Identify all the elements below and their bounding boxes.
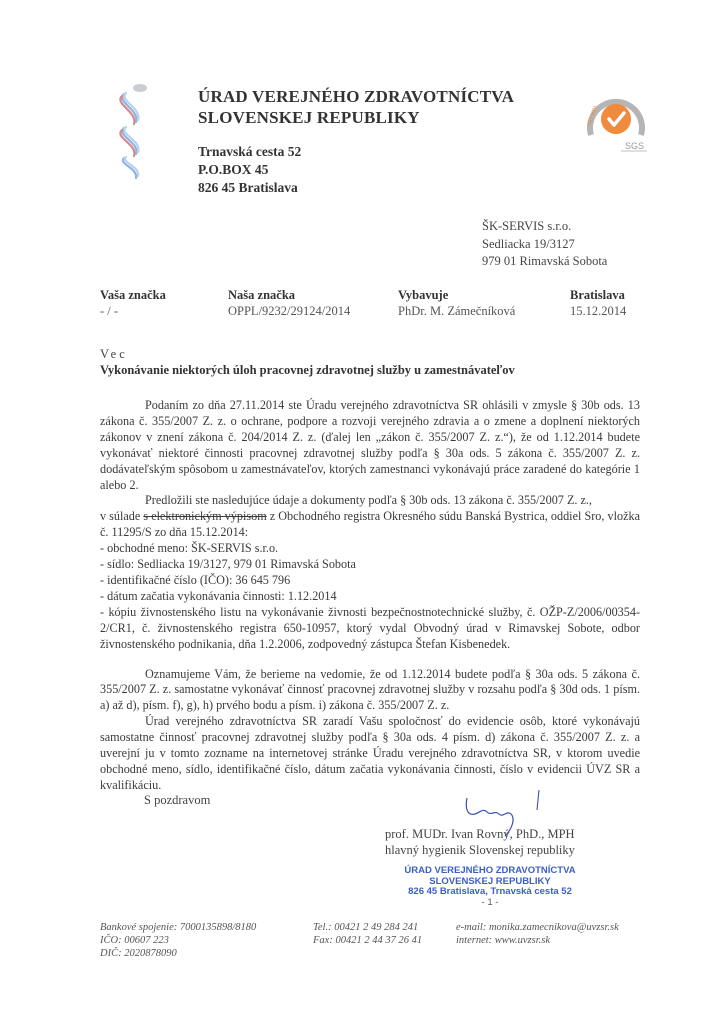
paragraph-registration: Úrad verejného zdravotníctva SR zaradí Vašu spoločnosť do evidencie osôb, ktoré vykonávajú samostatne činnosť pracovnej zdravotnej služby podľa § 30a ods. 4 písm. d) zákona č. 355/2007 Z. z. a uverejní ju v tomto zozname na internetovej stránke Úradu verejného zdravotníctva SR, v ktorom uvedie obchodné meno, sídlo, identifikačné číslo, dátum začatia vykonávania činnosti, číslo v evidencii ÚVZ SR a kvalifikáciu. (100, 714, 640, 792)
subject (100, 346, 640, 378)
list-item: - dátum začatia vykonávania činnosti: 1.12.2014 (100, 588, 337, 603)
footer-bank: Bankové spojenie: 7000135898/8180 (100, 922, 257, 933)
footer-fax: Fax: 00421 2 44 37 26 41 (313, 935, 423, 946)
page-number: - 1 - (481, 896, 499, 908)
footer-ico: IČO: 00607 223 (100, 935, 169, 946)
paragraph-documents-register: v súlade s elektronickým výpisom z Obchodného registra Okresného súdu Banská Bystrica, oddiel Sro, vložka č. 11295/S zo dňa 15.12.2014: (100, 509, 640, 540)
ref-your-mark: Vaša značka - / - (100, 288, 166, 318)
ref-our-mark: Naša značka OPPL/9232/29124/2014 (228, 288, 351, 318)
official-stamp (390, 866, 590, 908)
footer-website[interactable]: internet: www.uvzsr.sk (456, 935, 551, 946)
svg-text:SGS: SGS (625, 141, 645, 151)
footer-dic: DIČ: 2020878090 (100, 948, 177, 959)
greeting: S pozdravom (144, 793, 211, 807)
ref-place-date: Bratislava 15.12.2014 (570, 288, 627, 318)
institution-line-2: SLOVENSKEJ REPUBLIKY (198, 108, 420, 127)
subject-title: Vykonávanie niektorých úloh pracovnej zdravotnej služby u zamestnávateľov (100, 363, 515, 377)
institution-name (198, 86, 514, 128)
list-item: - kópiu živnostenského listu na vykonávanie živnosti bezpečnostnotechnické služby, č. OŽP-Z/2006/00354-2/CR1, č. živnostenského registra 650-10957, ktorý vydal Obvodný úrad v Rimavskej Sobote, odbor živnostenského podnikania, dňa 1.2.2006, zodpovedný zástupca Štefan Kisbenedek. (100, 604, 640, 651)
recipient-name: ŠK-SERVIS s.r.o. (482, 219, 572, 233)
footer-email[interactable]: e-mail: monika.zamecnikova@uvzsr.sk (456, 922, 619, 933)
paragraph-acknowledgement: Oznamujeme Vám, že berieme na vedomie, že od 1.12.2014 budete podľa § 30a ods. 5 zákona č. 355/2007 Z. z. samostatne vykonávať činnosť pracovnej zdravotnej služby v rozsahu podľa § 30d ods. 1 písm. a) až d), písm. f), g), h) prvého bodu a písm. i) zákona č. 355/2007 Z. z. (100, 666, 640, 713)
ref-handled-by: Vybavuje PhDr. M. Zámečníková (398, 288, 516, 318)
caduceus-waves-icon (110, 80, 160, 180)
struck-text: s elektronickým výpisom (143, 509, 267, 524)
address-city: 826 45 Bratislava (198, 180, 298, 195)
stamp-line-1: ÚRAD VEREJNÉHO ZDRAVOTNÍCTVA (404, 865, 576, 876)
signer-block (385, 826, 575, 858)
stamp-line-2: SLOVENSKEJ REPUBLIKY (429, 875, 551, 887)
list-item: - sídlo: Sedliacka 19/3127, 979 01 Rimavská Sobota (100, 557, 356, 572)
signer-title: hlavný hygienik Slovenskej republiky (385, 843, 575, 857)
footer-contact-info (456, 921, 619, 947)
stamp-line-3: 826 45 Bratislava, Trnavská cesta 52 (408, 886, 572, 897)
letter-body (100, 398, 640, 794)
recipient-street: Sedliacka 19/3127 (482, 236, 575, 251)
recipient-city: 979 01 Rimavská Sobota (482, 254, 608, 268)
subject-label: Vec (100, 347, 128, 361)
recipient-address (482, 218, 607, 271)
sgs-iso-9001-checkmark-icon (583, 83, 649, 153)
address-street: Trnavská cesta 52 (198, 144, 302, 159)
list-item: - identifikačné číslo (IČO): 36 645 796 (100, 572, 291, 587)
list-item: - obchodné meno: ŠK-SERVIS s.r.o. (100, 541, 279, 556)
footer-tel: Tel.: 00421 2 49 284 241 (313, 922, 419, 933)
signer-name: prof. MUDr. Ivan Rovný, PhD., MPH (385, 827, 575, 841)
svg-text:ISO 9001: ISO 9001 (586, 104, 600, 127)
paragraph-notification: Podaním zo dňa 27.11.2014 ste Úradu verejného zdravotníctva SR ohlásili v zmysle § 30b ods. 13 zákona č. 355/2007 Z. z. o ochrane, podpore a rozvoji verejného zdravia a o zmene a doplnení niektorých zákonov v znení zákona č. 204/2014 Z. z. (ďalej len „zákon č. 355/2007 Z. z.“), že od 1.12.2014 budete vykonávať niektoré činnosti pracovnej zdravotnej služby podľa § 30a ods. 5 zákona č. 355/2007 Z. z. dodávateľským spôsobom u zamestnávateľov, ktorých zamestnanci vykonávajú práce zaradené do kategórie 1 alebo 2. (100, 398, 640, 492)
institution-address (198, 143, 301, 197)
footer-phone-info (313, 921, 422, 947)
institution-line-1: ÚRAD VEREJNÉHO ZDRAVOTNÍCTVA (198, 87, 515, 106)
footer-bank-info (100, 921, 256, 960)
address-pobox: P.O.BOX 45 (198, 162, 269, 177)
paragraph-documents-intro: Predložili ste nasledujúce údaje a dokumenty podľa § 30b ods. 13 zákona č. 355/2007 Z. z., (145, 493, 592, 508)
